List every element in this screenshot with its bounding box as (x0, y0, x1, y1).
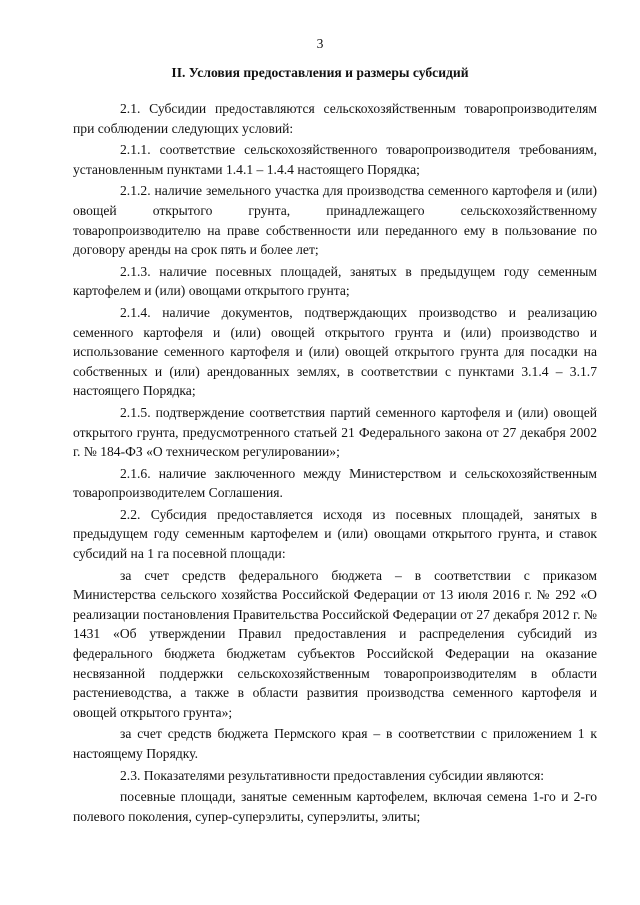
document-body (73, 99, 597, 826)
paragraph-2-1-2: 2.1.2. наличие земельного участка для производства семенного картофеля и (или) овощей открытого грунта, принадлежащего сельскохозяйственному товаропроизводителю на праве собственности или переданного ему в пользование по договору аренды на срок пять и более лет; (73, 183, 597, 258)
paragraph-2-1: 2.1. Субсидии предоставляются сельскохозяйственным товаропроизводителям при соблюдении следующих условий: (73, 101, 597, 136)
paragraph-2-3: 2.3. Показателями результативности предоставления субсидии являются: (120, 767, 545, 783)
paragraph-2-1-1: 2.1.1. соответствие сельскохозяйственного товаропроизводителя требованиям, установленным пунктами 1.4.1 – 1.4.4 настоящего Порядка; (73, 142, 597, 177)
paragraph-federal-budget: за счет средств федерального бюджета – в соответствии с приказом Министерства сельского хозяйства Российской Федерации от 13 июля 2016 г. № 292 «О реализации постановления Правительства Российской Федерации от 27 декабря 2012 г. № 1431 «Об утверждении Правил предоставления и распределения субсидий из федерального бюджета бюджетам субъектов Российской Федерации на оказание несвязанной поддержки сельскохозяйственным товаропроизводителям в области растениеводства, а также в области развития производства семенного картофеля и овощей открытого грунта»; (73, 567, 597, 720)
paragraph-indicators: посевные площади, занятые семенным картофелем, включая семена 1-го и 2-го полевого поколения, супер-суперэлиты, суперэлиты, элиты; (73, 789, 597, 824)
paragraph-regional-budget: за счет средств бюджета Пермского края – в соответствии с приложением 1 к настоящему Порядку. (73, 726, 597, 761)
paragraph-2-1-5: 2.1.5. подтверждение соответствия партий семенного картофеля и (или) овощей открытого грунта, предусмотренного статьей 21 Федерального закона от 27 декабря 2002 г. № 184-ФЗ «О техническом регулировании»; (73, 404, 597, 460)
paragraph-2-2: 2.2. Субсидия предоставляется исходя из посевных площадей, занятых в предыдущем году семенным картофелем и (или) овощами открытого грунта, и ставок субсидий на 1 га посевной площади: (73, 506, 597, 562)
page-number: 3 (316, 36, 324, 51)
paragraph-2-1-3: 2.1.3. наличие посевных площадей, занятых в предыдущем году семенным картофелем и (или) овощами открытого грунта; (73, 263, 597, 299)
paragraph-2-1-6: 2.1.6. наличие заключенного между Министерством и сельскохозяйственным товаропроизводителем Соглашения. (73, 465, 597, 501)
section-title: II. Условия предоставления и размеры субсидий (171, 65, 469, 80)
paragraph-2-1-4: 2.1.4. наличие документов, подтверждающих производство и реализацию семенного картофеля и (или) овощей открытого грунта и (или) производство и использование семенного картофеля и (или) овощей открытого грунта для посадки на собственных и (или) арендованных землях, в соответствии с пунктами 3.1.4 – 3.1.7 настоящего Порядка; (73, 304, 597, 399)
